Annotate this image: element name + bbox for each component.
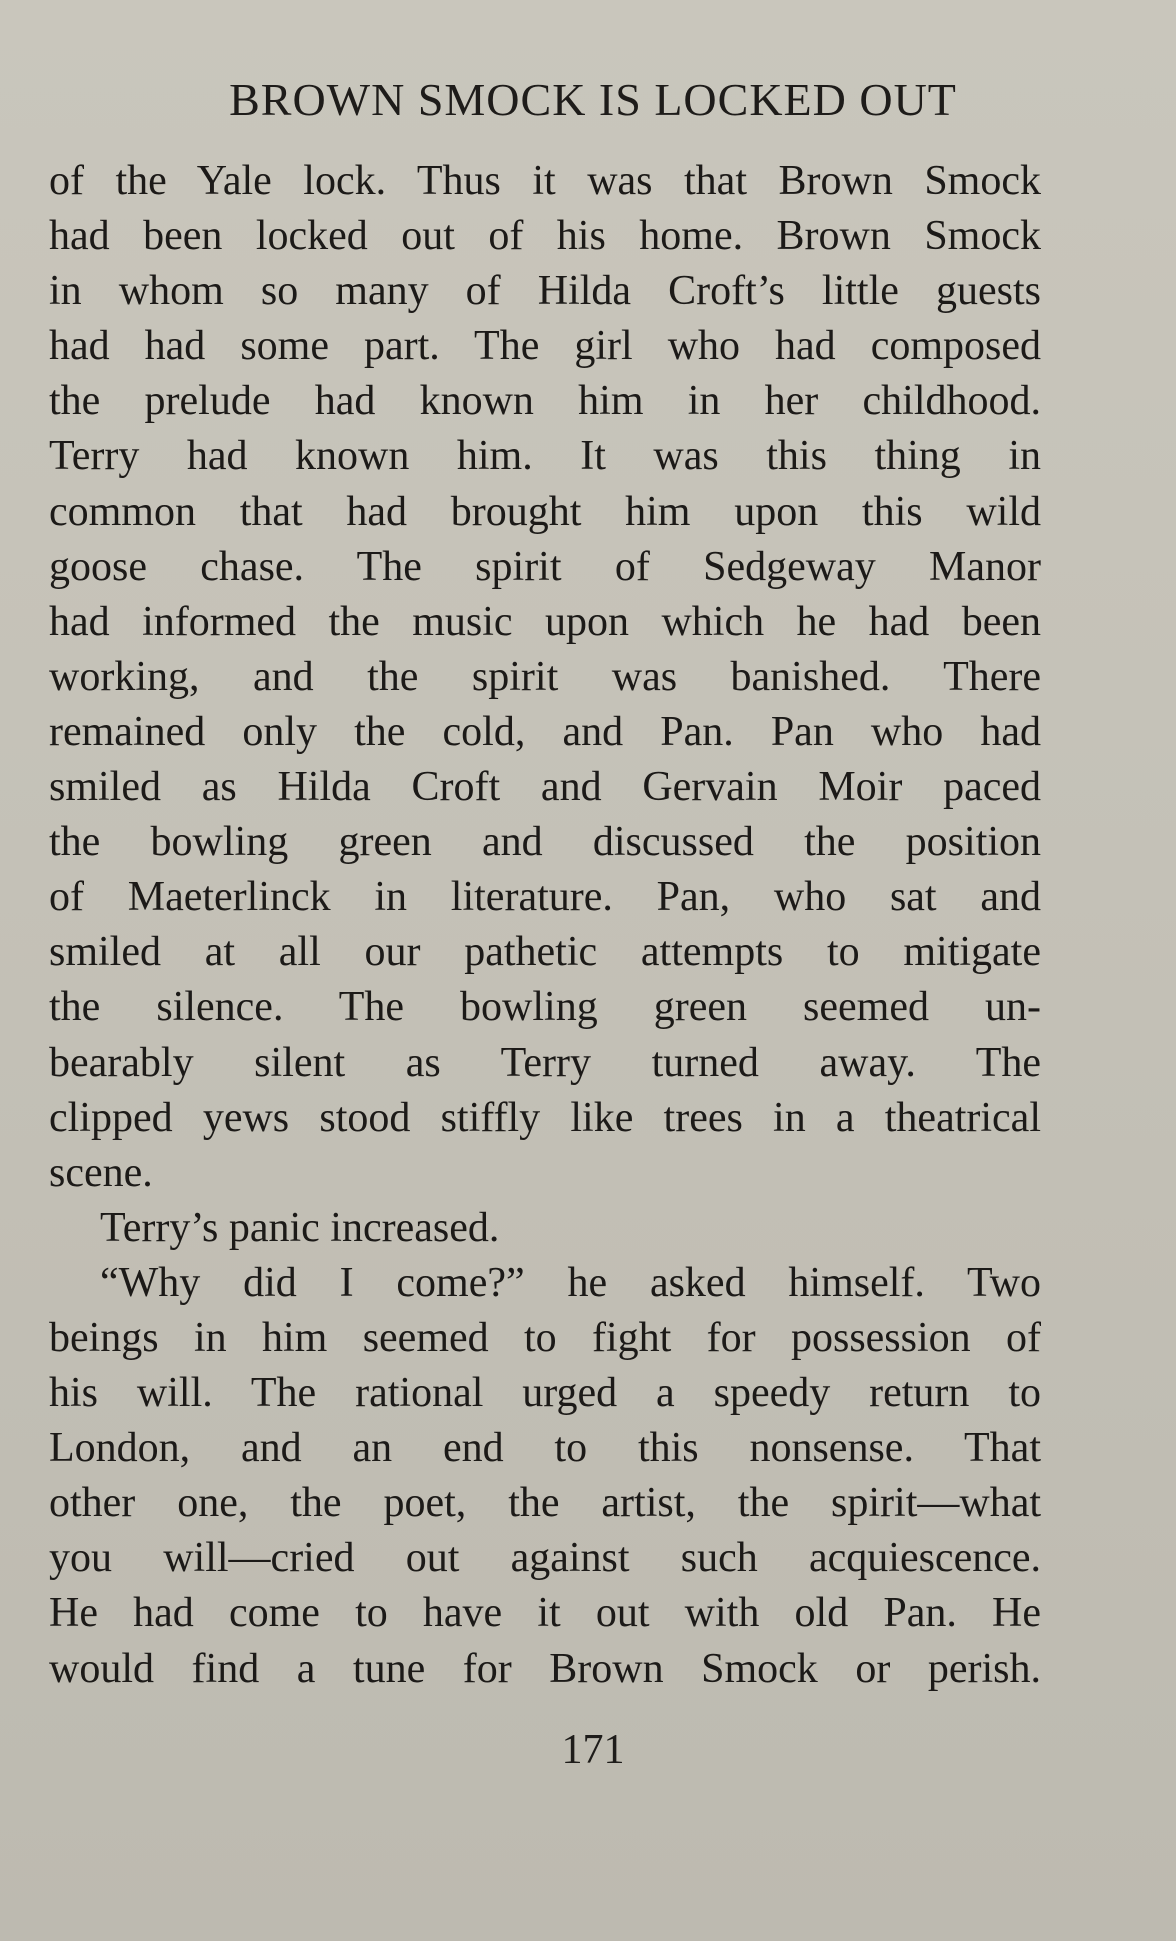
body-text [49, 154, 1041, 1697]
text-line: common that had brought him upon this wild [49, 488, 1041, 535]
text-line: London, and an end to this nonsense. That [49, 1425, 1041, 1472]
text-line: his will. The rational urged a speedy return to [49, 1370, 1041, 1417]
text-line: goose chase. The spirit of Sedgeway Manor [49, 543, 1041, 590]
text-line: of the Yale lock. Thus it was that Brown Smock [49, 158, 1041, 204]
running-head: BROWN SMOCK IS LOCKED OUT [229, 74, 957, 125]
text-line: would find a tune for Brown Smock or perish. [49, 1645, 1041, 1692]
page-number: 171 [561, 1727, 625, 1773]
text-line: Terry had known him. It was this thing in [49, 433, 1041, 480]
text-line: bearably silent as Terry turned away. The [49, 1039, 1041, 1086]
text-line: “Why did I come?” he asked himself. Two [100, 1259, 1041, 1306]
text-line: the prelude had known him in her childhood. [49, 378, 1041, 425]
text-line: Terry’s panic increased. [100, 1204, 500, 1251]
text-line: other one, the poet, the artist, the spirit—what [49, 1480, 1041, 1527]
text-line: beings in him seemed to fight for possession of [49, 1314, 1041, 1361]
text-line: the bowling green and discussed the position [49, 819, 1041, 866]
text-line: smiled at all our pathetic attempts to mitigate [49, 929, 1041, 976]
text-line: had informed the music upon which he had been [49, 598, 1041, 645]
text-line: of Maeterlinck in literature. Pan, who sat and [49, 874, 1041, 921]
text-line: remained only the cold, and Pan. Pan who had [49, 708, 1041, 755]
text-line: you will—cried out against such acquiescence. [49, 1535, 1041, 1582]
text-line: smiled as Hilda Croft and Gervain Moir paced [49, 764, 1041, 811]
text-line: had been locked out of his home. Brown Smock [49, 213, 1041, 260]
text-line: the silence. The bowling green seemed un- [49, 984, 1041, 1031]
text-line: in whom so many of Hilda Croft’s little guests [49, 268, 1041, 315]
text-line: had had some part. The girl who had composed [49, 323, 1041, 370]
text-line: He had come to have it out with old Pan. He [49, 1590, 1041, 1637]
text-line: clipped yews stood stiffly like trees in a theatrical [49, 1094, 1041, 1141]
text-line: scene. [49, 1149, 153, 1196]
text-line: working, and the spirit was banished. There [49, 653, 1041, 700]
